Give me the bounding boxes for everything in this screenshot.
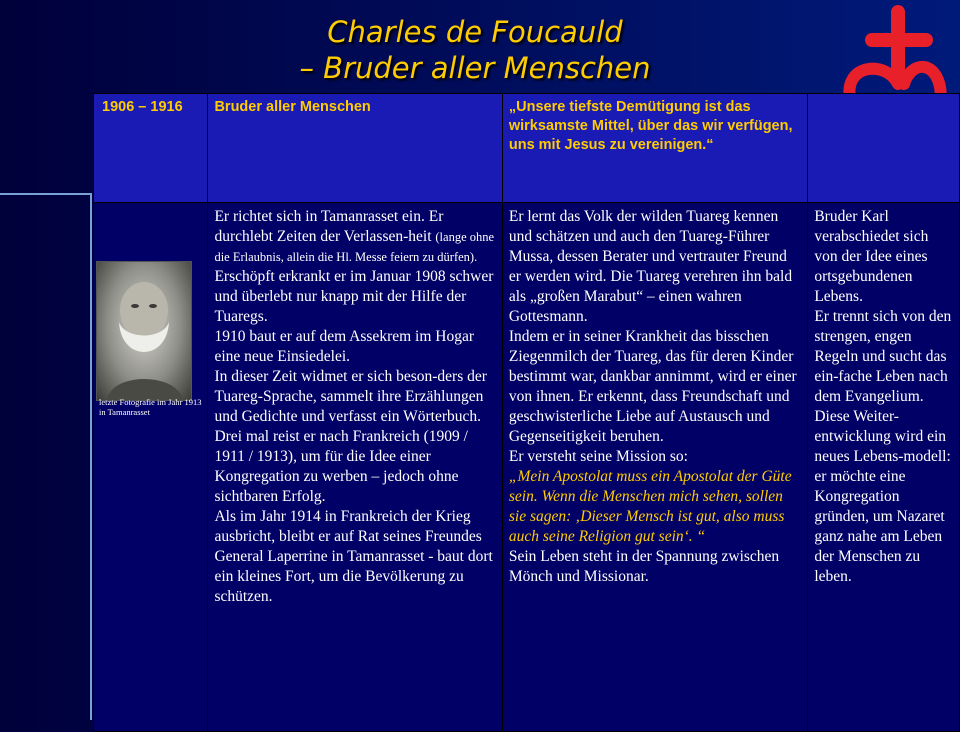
events-p1-note: (lange ohne die Erlaubnis, allein die Hl. Messe feiern zu dürfen). [214, 230, 495, 264]
insights-paragraph-2: Indem er in seiner Krankheit das bisschen Ziegenmilch der Tuareg, das für deren Kinder bestimmt war, dankbar annimmt, wird er einer von ihnen. Er erkennt, dass Freundschaft und geschwisterliche Liebe auf Austausch und Gegenseitigkeit beruhen. [508, 328, 797, 445]
timeline-table [93, 93, 960, 732]
period-cell: 1906 – 1916 [94, 94, 208, 203]
insights-paragraph-1: Er lernt das Volk der wilden Tuareg kennen und schätzen und auch den Tuareg-Führer Mussa, dessen Berater und vertrauter Freund er werden wird. Die Tuareg verehren ihn bald als „großen Marabut“ – einen wahren Gottesmann. [508, 208, 793, 325]
events-paragraph-1 [214, 207, 495, 267]
portrait-image [97, 262, 191, 400]
events-cell [208, 203, 502, 732]
events-paragraph-3: 1910 baut er auf dem Assekrem im Hogar eine neue Einsiedelei. [214, 328, 475, 365]
mission-quote: „Mein Apostolat muss ein Apostolat der Güte sein. Wenn die Menschen mich sehen, sollen sie sagen: ‚Dieser Mensch ist gut, also muss auch seine Religion gut sein‘. “ [508, 468, 792, 545]
theme-cell: Bruder aller Menschen [208, 94, 502, 203]
header-extra-cell [808, 94, 960, 203]
photo-caption: letzte Fotografie im Jahr 1913 in Tamanrasset [99, 397, 202, 417]
table-header-row [94, 94, 960, 203]
events-paragraph-4: In dieser Zeit widmet er sich beson-ders der Tuareg-Sprache, sammelt ihre Erzählungen und Gedichte und verfasst ein Wörterbuch. Drei mal reist er nach Frankreich (1909 / 1911 / 1913), um für die Idee einer Kongregation zu werben – jedoch ohne sichtbaren Erfolg. [214, 368, 487, 505]
quote-cell: „Unsere tiefste Demütigung ist das wirksamste Mittel, über das wir verfügen, uns mit Jesus zu vereinigen.“ [502, 94, 807, 203]
insights-cell [502, 203, 807, 732]
development-cell [808, 203, 960, 732]
insights-paragraph-3: Er versteht seine Mission so: [508, 448, 688, 465]
decorative-line-horizontal [0, 193, 90, 195]
insights-paragraph-4: Sein Leben steht in der Spannung zwischen Mönch und Missionar. [508, 548, 780, 585]
title-line-1: Charles de Foucauld [327, 15, 623, 49]
portrait-photo [96, 261, 192, 401]
events-paragraph-2: Erschöpft erkrankt er im Januar 1908 schwer und überlebt nur knapp mit der Hilfe der Tuaregs. [214, 268, 494, 325]
development-paragraph-1: Bruder Karl verabschiedet sich von der Idee eines ortsgebundenen Lebens. [814, 208, 929, 305]
events-p1-text: Er richtet sich in Tamanrasset ein. Er durchlebt Zeiten der Verlassen-heit [214, 208, 444, 245]
title-line-2: – Bruder aller Menschen [299, 51, 651, 85]
development-paragraph-2: Er trennt sich von den strengen, engen Regeln und sucht das ein-fache Leben nach dem Evangelium. Diese Weiter-entwicklung wird ein neues Lebens-modell: er möchte eine Kongregation gründen, um Nazaret ganz nahe am Leben der Menschen zu leben. [814, 308, 952, 585]
table-row [94, 203, 960, 732]
photo-cell [94, 203, 208, 732]
slide-title [90, 14, 860, 86]
decorative-line-vertical [90, 193, 92, 720]
events-paragraph-5: Als im Jahr 1914 in Frankreich der Krieg ausbricht, bleibt er auf Rat seines Freundes General Laperrine in Tamanrasset - baut dort ein kleines Fort, um die Bevölkerung zu schützen. [214, 508, 493, 605]
